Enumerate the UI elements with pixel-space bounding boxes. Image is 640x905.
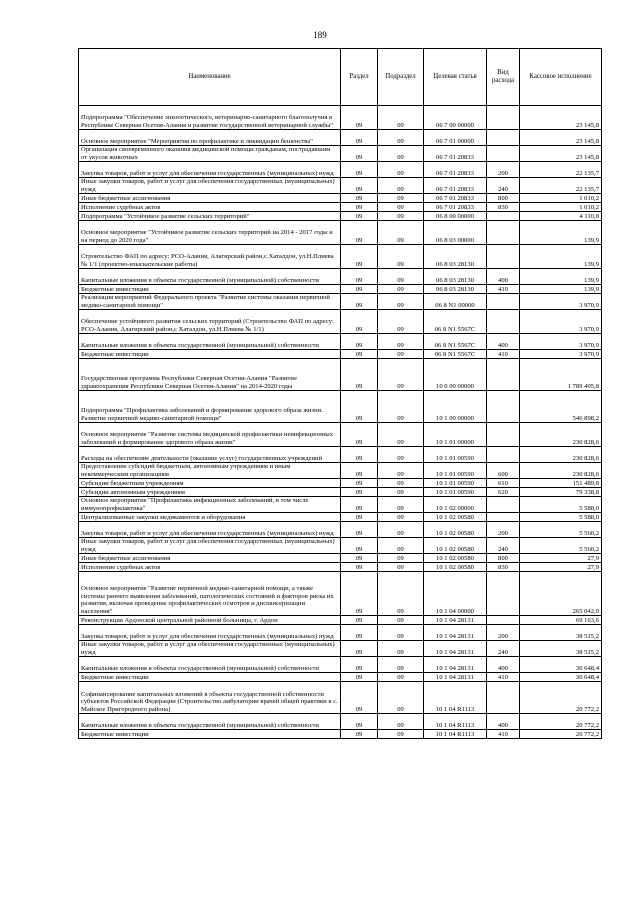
column-header-vid: Вид расхода	[487, 49, 520, 106]
cell-name: Подпрограмма "Профилактика заболеваний и формирование здорового образа жизни. Развитие первичной медико-санитарной помощи"	[79, 391, 341, 423]
cell-name: Реконструкция Ардонской центральной районной больницы, г. Ардон	[79, 616, 341, 625]
cell-podrazdel: 09	[378, 212, 424, 221]
column-header-name: Наименование	[79, 49, 341, 106]
table-row	[79, 447, 602, 463]
cell-target: 06 8 03 00000	[424, 221, 487, 245]
cell-podrazdel: 09	[378, 497, 424, 513]
cell-podrazdel: 09	[378, 554, 424, 563]
cell-razdel: 09	[341, 563, 378, 572]
cell-podrazdel: 09	[378, 488, 424, 497]
cell-podrazdel: 09	[378, 334, 424, 350]
cell-vid: 400	[487, 657, 520, 673]
cell-razdel: 09	[341, 285, 378, 294]
cell-podrazdel: 09	[378, 423, 424, 447]
cell-target: 06 8 N1 5567С	[424, 334, 487, 350]
cell-amount: 139,9	[520, 221, 602, 245]
cell-name: Закупка товаров, работ и услуг для обеспечения государственных (муниципальных) нужд	[79, 522, 341, 538]
cell-podrazdel: 09	[378, 194, 424, 203]
cell-name: Бюджетные инвестиции	[79, 673, 341, 682]
cell-amount: 265 042,0	[520, 572, 602, 616]
cell-target: 06 8 03 28130	[424, 245, 487, 269]
cell-amount: 27,9	[520, 554, 602, 563]
cell-razdel: 09	[341, 203, 378, 212]
cell-amount: 20 772,2	[520, 682, 602, 714]
cell-name: Капитальные вложения в объекты государственной (муниципальной) собственности	[79, 657, 341, 673]
table-row	[79, 463, 602, 479]
cell-razdel: 09	[341, 730, 378, 739]
table-row	[79, 657, 602, 673]
cell-vid	[487, 572, 520, 616]
cell-amount: 30 648,4	[520, 673, 602, 682]
cell-vid: 240	[487, 178, 520, 194]
cell-vid: 600	[487, 463, 520, 479]
cell-target: 10 1 04 28131	[424, 657, 487, 673]
cell-vid	[487, 294, 520, 310]
cell-name: Иные бюджетные ассигнования	[79, 554, 341, 563]
cell-amount: 79 338,8	[520, 488, 602, 497]
cell-podrazdel: 09	[378, 714, 424, 730]
table-row	[79, 294, 602, 310]
cell-vid: 400	[487, 269, 520, 285]
cell-amount: 139,9	[520, 245, 602, 269]
cell-target: 06 7 01 20833	[424, 178, 487, 194]
cell-name: Закупка товаров, работ и услуг для обеспечения государственных (муниципальных) нужд	[79, 625, 341, 641]
cell-name: Бюджетные инвестиции	[79, 350, 341, 359]
table-row	[79, 554, 602, 563]
table-row	[79, 522, 602, 538]
cell-name: Капитальные вложения в объекты государственной (муниципальной) собственности	[79, 269, 341, 285]
cell-target: 10 1 02 00580	[424, 563, 487, 572]
table-body	[79, 106, 602, 739]
cell-podrazdel: 09	[378, 522, 424, 538]
cell-vid	[487, 130, 520, 146]
cell-vid: 410	[487, 673, 520, 682]
cell-vid: 200	[487, 162, 520, 178]
table-row	[79, 221, 602, 245]
cell-podrazdel: 09	[378, 162, 424, 178]
cell-target: 06 8 03 28130	[424, 269, 487, 285]
cell-vid	[487, 513, 520, 522]
cell-vid: 240	[487, 538, 520, 554]
table-row	[79, 641, 602, 657]
cell-amount: 5 560,2	[520, 522, 602, 538]
cell-amount: 23 145,8	[520, 130, 602, 146]
cell-podrazdel: 09	[378, 463, 424, 479]
table-row	[79, 203, 602, 212]
cell-target: 06 8 N1 00000	[424, 294, 487, 310]
cell-amount: 3 970,9	[520, 310, 602, 334]
cell-name: Иные закупки товаров, работ и услуг для обеспечения государственных (муниципальных) нужд	[79, 178, 341, 194]
cell-vid	[487, 616, 520, 625]
cell-vid	[487, 212, 520, 221]
table-row	[79, 423, 602, 447]
cell-podrazdel: 09	[378, 178, 424, 194]
cell-amount: 139,9	[520, 269, 602, 285]
cell-razdel: 09	[341, 497, 378, 513]
cell-vid	[487, 682, 520, 714]
cell-name: Субсидии бюджетным учреждениям	[79, 479, 341, 488]
cell-target: 06 8 N1 5567С	[424, 310, 487, 334]
cell-razdel: 09	[341, 245, 378, 269]
cell-razdel: 09	[341, 572, 378, 616]
cell-vid	[487, 391, 520, 423]
cell-amount: 4 110,8	[520, 212, 602, 221]
cell-amount: 1 010,2	[520, 203, 602, 212]
cell-target: 10 1 02 00000	[424, 497, 487, 513]
cell-name: Закупка товаров, работ и услуг для обеспечения государственных (муниципальных) нужд	[79, 162, 341, 178]
column-header-amount: Кассовое исполнение	[520, 49, 602, 106]
cell-amount: 20 772,2	[520, 714, 602, 730]
cell-razdel: 09	[341, 310, 378, 334]
cell-vid: 830	[487, 563, 520, 572]
cell-razdel: 09	[341, 641, 378, 657]
cell-podrazdel: 09	[378, 269, 424, 285]
cell-name: Основное мероприятие "Развитие первичной медико-санитарной помощи, а также системы раннего выявления заболеваний, патологических состояний и факторов риска их развития, включая проведение профилактических осмотров и диспансеризации населения"	[79, 572, 341, 616]
table-row	[79, 391, 602, 423]
cell-vid	[487, 447, 520, 463]
cell-amount: 23 145,8	[520, 106, 602, 130]
cell-target: 06 7 01 20833	[424, 162, 487, 178]
cell-vid	[487, 497, 520, 513]
cell-vid: 620	[487, 488, 520, 497]
cell-razdel: 09	[341, 194, 378, 203]
cell-amount: 230 828,6	[520, 447, 602, 463]
cell-name: Иные закупки товаров, работ и услуг для обеспечения государственных (муниципальных) нужд	[79, 641, 341, 657]
cell-vid: 400	[487, 714, 520, 730]
cell-target: 10 1 02 00580	[424, 538, 487, 554]
cell-razdel: 09	[341, 447, 378, 463]
cell-target: 10 0 00 00000	[424, 359, 487, 391]
cell-target: 10 1 04 R1113	[424, 714, 487, 730]
table-row	[79, 130, 602, 146]
cell-target: 10 1 02 00580	[424, 513, 487, 522]
table-row	[79, 106, 602, 130]
cell-razdel: 09	[341, 391, 378, 423]
cell-target: 10 1 01 00000	[424, 423, 487, 447]
cell-razdel: 09	[341, 616, 378, 625]
cell-razdel: 09	[341, 714, 378, 730]
table-row	[79, 285, 602, 294]
cell-razdel: 09	[341, 479, 378, 488]
cell-name: Основное мероприятие "Профилактика инфекционных заболеваний, в том числе иммунопрофилактика"	[79, 497, 341, 513]
cell-amount: 1 789 405,8	[520, 359, 602, 391]
cell-razdel: 09	[341, 294, 378, 310]
cell-podrazdel: 09	[378, 572, 424, 616]
cell-podrazdel: 09	[378, 359, 424, 391]
cell-amount: 30 648,4	[520, 657, 602, 673]
cell-razdel: 09	[341, 657, 378, 673]
cell-name: Бюджетные инвестиции	[79, 285, 341, 294]
cell-vid: 610	[487, 479, 520, 488]
cell-vid: 830	[487, 203, 520, 212]
cell-podrazdel: 09	[378, 673, 424, 682]
cell-vid	[487, 106, 520, 130]
cell-amount: 139,9	[520, 285, 602, 294]
cell-name: Софинансирование капитальных вложений в объекты государственной собственности субъектов Российской Федерации (Строительство амбулатории врачей общей практики в с. Майское Пригородного района)	[79, 682, 341, 714]
cell-podrazdel: 09	[378, 641, 424, 657]
cell-amount: 5 560,2	[520, 538, 602, 554]
cell-razdel: 09	[341, 269, 378, 285]
table-row	[79, 479, 602, 488]
cell-target: 06 7 01 20833	[424, 203, 487, 212]
cell-vid: 200	[487, 625, 520, 641]
cell-amount: 151 489,8	[520, 479, 602, 488]
cell-target: 06 7 01 20833	[424, 194, 487, 203]
cell-vid	[487, 221, 520, 245]
page-number: 189	[313, 30, 327, 40]
cell-vid: 200	[487, 522, 520, 538]
cell-razdel: 09	[341, 423, 378, 447]
cell-razdel: 09	[341, 522, 378, 538]
column-header-podrazdel: Подраздел	[378, 49, 424, 106]
cell-name: Исполнение судебных актов	[79, 563, 341, 572]
cell-podrazdel: 09	[378, 625, 424, 641]
cell-name: Иные закупки товаров, работ и услуг для обеспечения государственных (муниципальных) нужд	[79, 538, 341, 554]
cell-amount: 230 828,6	[520, 423, 602, 447]
cell-name: Государственная программа Республики Северная Осетия-Алания "Развитие здравоохранения Республики Северная Осетия-Алания" на 2014-2020 годы	[79, 359, 341, 391]
table-row	[79, 563, 602, 572]
cell-name: Централизованные закупки медикаментов и оборудования	[79, 513, 341, 522]
cell-name: Исполнение судебных актов	[79, 203, 341, 212]
cell-vid: 410	[487, 285, 520, 294]
cell-target: 06 7 00 00000	[424, 106, 487, 130]
cell-target: 10 1 04 R1113	[424, 730, 487, 739]
cell-podrazdel: 09	[378, 350, 424, 359]
cell-amount: 1 010,2	[520, 194, 602, 203]
cell-podrazdel: 09	[378, 682, 424, 714]
cell-amount: 230 828,6	[520, 463, 602, 479]
cell-vid: 400	[487, 334, 520, 350]
cell-razdel: 09	[341, 488, 378, 497]
cell-target: 10 1 01 00590	[424, 479, 487, 488]
column-header-target: Целевая статья	[424, 49, 487, 106]
cell-name: Иные бюджетные ассигнования	[79, 194, 341, 203]
cell-razdel: 09	[341, 673, 378, 682]
table-row	[79, 359, 602, 391]
table-row	[79, 572, 602, 616]
cell-name: Организация своевременного оказания медицинской помощи гражданам, пострадавшим от укусов животных	[79, 146, 341, 162]
cell-target: 06 7 01 00000	[424, 130, 487, 146]
cell-razdel: 09	[341, 106, 378, 130]
table-row	[79, 538, 602, 554]
cell-name: Субсидии автономным учреждениям	[79, 488, 341, 497]
cell-target: 10 1 00 00000	[424, 391, 487, 423]
cell-target: 10 1 02 00580	[424, 554, 487, 563]
cell-razdel: 09	[341, 146, 378, 162]
cell-podrazdel: 09	[378, 245, 424, 269]
table-row	[79, 350, 602, 359]
cell-target: 10 1 04 28131	[424, 641, 487, 657]
budget-execution-table	[78, 48, 602, 739]
cell-vid: 800	[487, 194, 520, 203]
cell-name: Обеспечение устойчивого развития сельских территорий (Строительство ФАП по адресу: РСО-Алания, Алагирский район,с Хаталдон, ул.Н.Плиева № 1/1)	[79, 310, 341, 334]
cell-vid: 410	[487, 730, 520, 739]
cell-amount: 27,9	[520, 563, 602, 572]
cell-vid	[487, 146, 520, 162]
cell-razdel: 09	[341, 554, 378, 563]
cell-name: Бюджетные инвестиции	[79, 730, 341, 739]
cell-razdel: 09	[341, 350, 378, 359]
cell-target: 06 8 N1 5567С	[424, 350, 487, 359]
cell-podrazdel: 09	[378, 310, 424, 334]
table-row	[79, 194, 602, 203]
cell-amount: 5 588,0	[520, 513, 602, 522]
table-row	[79, 488, 602, 497]
cell-vid	[487, 245, 520, 269]
cell-vid: 240	[487, 641, 520, 657]
table-row	[79, 310, 602, 334]
cell-amount: 3 970,9	[520, 294, 602, 310]
cell-amount: 3 970,9	[520, 350, 602, 359]
cell-target: 10 1 04 28131	[424, 673, 487, 682]
cell-vid: 410	[487, 350, 520, 359]
cell-target: 06 8 03 28130	[424, 285, 487, 294]
cell-vid	[487, 359, 520, 391]
cell-razdel: 09	[341, 162, 378, 178]
cell-amount: 22 135,7	[520, 178, 602, 194]
cell-podrazdel: 09	[378, 538, 424, 554]
cell-amount: 22 135,7	[520, 162, 602, 178]
cell-amount: 546 898,2	[520, 391, 602, 423]
cell-name: Расходы на обеспечение деятельности (оказание услуг) государственных учреждений	[79, 447, 341, 463]
cell-razdel: 09	[341, 212, 378, 221]
cell-podrazdel: 09	[378, 106, 424, 130]
cell-target: 10 1 04 28131	[424, 625, 487, 641]
cell-target: 06 8 00 00000	[424, 212, 487, 221]
cell-name: Подпрограмма "Устойчивое развитие сельских территорий"	[79, 212, 341, 221]
cell-amount: 23 145,8	[520, 146, 602, 162]
cell-amount: 5 588,0	[520, 497, 602, 513]
cell-razdel: 09	[341, 334, 378, 350]
cell-podrazdel: 09	[378, 479, 424, 488]
cell-podrazdel: 09	[378, 563, 424, 572]
cell-name: Основное мероприятие "Развитие системы медицинской профилактики неинфекционных заболеваний и формирование здорового образа жизни"	[79, 423, 341, 447]
cell-amount: 3 970,9	[520, 334, 602, 350]
cell-podrazdel: 09	[378, 221, 424, 245]
cell-target: 10 1 01 00590	[424, 488, 487, 497]
cell-podrazdel: 09	[378, 146, 424, 162]
cell-razdel: 09	[341, 513, 378, 522]
cell-razdel: 09	[341, 625, 378, 641]
cell-name: Капитальные вложения в объекты государственной (муниципальной) собственности	[79, 714, 341, 730]
table-row	[79, 245, 602, 269]
cell-razdel: 09	[341, 221, 378, 245]
table-row	[79, 212, 602, 221]
cell-amount: 38 515,2	[520, 625, 602, 641]
table-row	[79, 730, 602, 739]
table-row	[79, 162, 602, 178]
cell-name: Предоставление субсидий бюджетным, автономным учреждениям и иным некоммерческим организациям	[79, 463, 341, 479]
cell-amount: 69 163,6	[520, 616, 602, 625]
table-row	[79, 269, 602, 285]
cell-podrazdel: 09	[378, 730, 424, 739]
cell-razdel: 09	[341, 538, 378, 554]
cell-razdel: 09	[341, 359, 378, 391]
cell-target: 10 1 04 28131	[424, 616, 487, 625]
cell-target: 10 1 02 00580	[424, 522, 487, 538]
cell-podrazdel: 09	[378, 513, 424, 522]
cell-podrazdel: 09	[378, 294, 424, 310]
cell-target: 10 1 01 00590	[424, 463, 487, 479]
cell-razdel: 09	[341, 463, 378, 479]
cell-name: Основное мероприятие "Мероприятия по профилактике и ликвидации бешенства"	[79, 130, 341, 146]
table-row	[79, 714, 602, 730]
cell-target: 10 1 04 R1113	[424, 682, 487, 714]
cell-razdel: 09	[341, 682, 378, 714]
table-row	[79, 616, 602, 625]
cell-target: 10 1 01 00590	[424, 447, 487, 463]
cell-podrazdel: 09	[378, 203, 424, 212]
table-row	[79, 334, 602, 350]
table-row	[79, 673, 602, 682]
cell-name: Основное мероприятие "Устойчивое развитие сельских территорий на 2014 - 2017 годы и на период до 2020 года"	[79, 221, 341, 245]
cell-podrazdel: 09	[378, 447, 424, 463]
column-header-razdel: Раздел	[341, 49, 378, 106]
table-row	[79, 178, 602, 194]
table-row	[79, 682, 602, 714]
cell-podrazdel: 09	[378, 616, 424, 625]
table-row	[79, 146, 602, 162]
table-header-row	[79, 49, 602, 106]
table-row	[79, 513, 602, 522]
cell-name: Подпрограмма "Обеспечение эпизоотического, ветеринарно-санитарного благополучия в Республике Северная Осетия-Алания и развитие государственной ветеринарной службы"	[79, 106, 341, 130]
cell-vid	[487, 423, 520, 447]
cell-podrazdel: 09	[378, 130, 424, 146]
cell-amount: 20 772,2	[520, 730, 602, 739]
cell-name: Капитальные вложения в объекты государственной (муниципальной) собственности	[79, 334, 341, 350]
table-row	[79, 497, 602, 513]
cell-podrazdel: 09	[378, 657, 424, 673]
cell-amount: 38 515,2	[520, 641, 602, 657]
cell-vid: 800	[487, 554, 520, 563]
cell-podrazdel: 09	[378, 391, 424, 423]
cell-name: Реализация мероприятий Федерального проекта "Развитие системы оказания первичной медико-санитарной помощи"	[79, 294, 341, 310]
cell-target: 06 7 01 20833	[424, 146, 487, 162]
cell-razdel: 09	[341, 178, 378, 194]
cell-podrazdel: 09	[378, 285, 424, 294]
cell-name: Строительство ФАП по адресу: РСО-Алания, Алагирский район,с.Хаталдон, ул.Н.Плиева № 1/1 (проектно-изыскательские работы)	[79, 245, 341, 269]
cell-vid	[487, 310, 520, 334]
cell-target: 10 1 04 00000	[424, 572, 487, 616]
table-row	[79, 625, 602, 641]
cell-razdel: 09	[341, 130, 378, 146]
